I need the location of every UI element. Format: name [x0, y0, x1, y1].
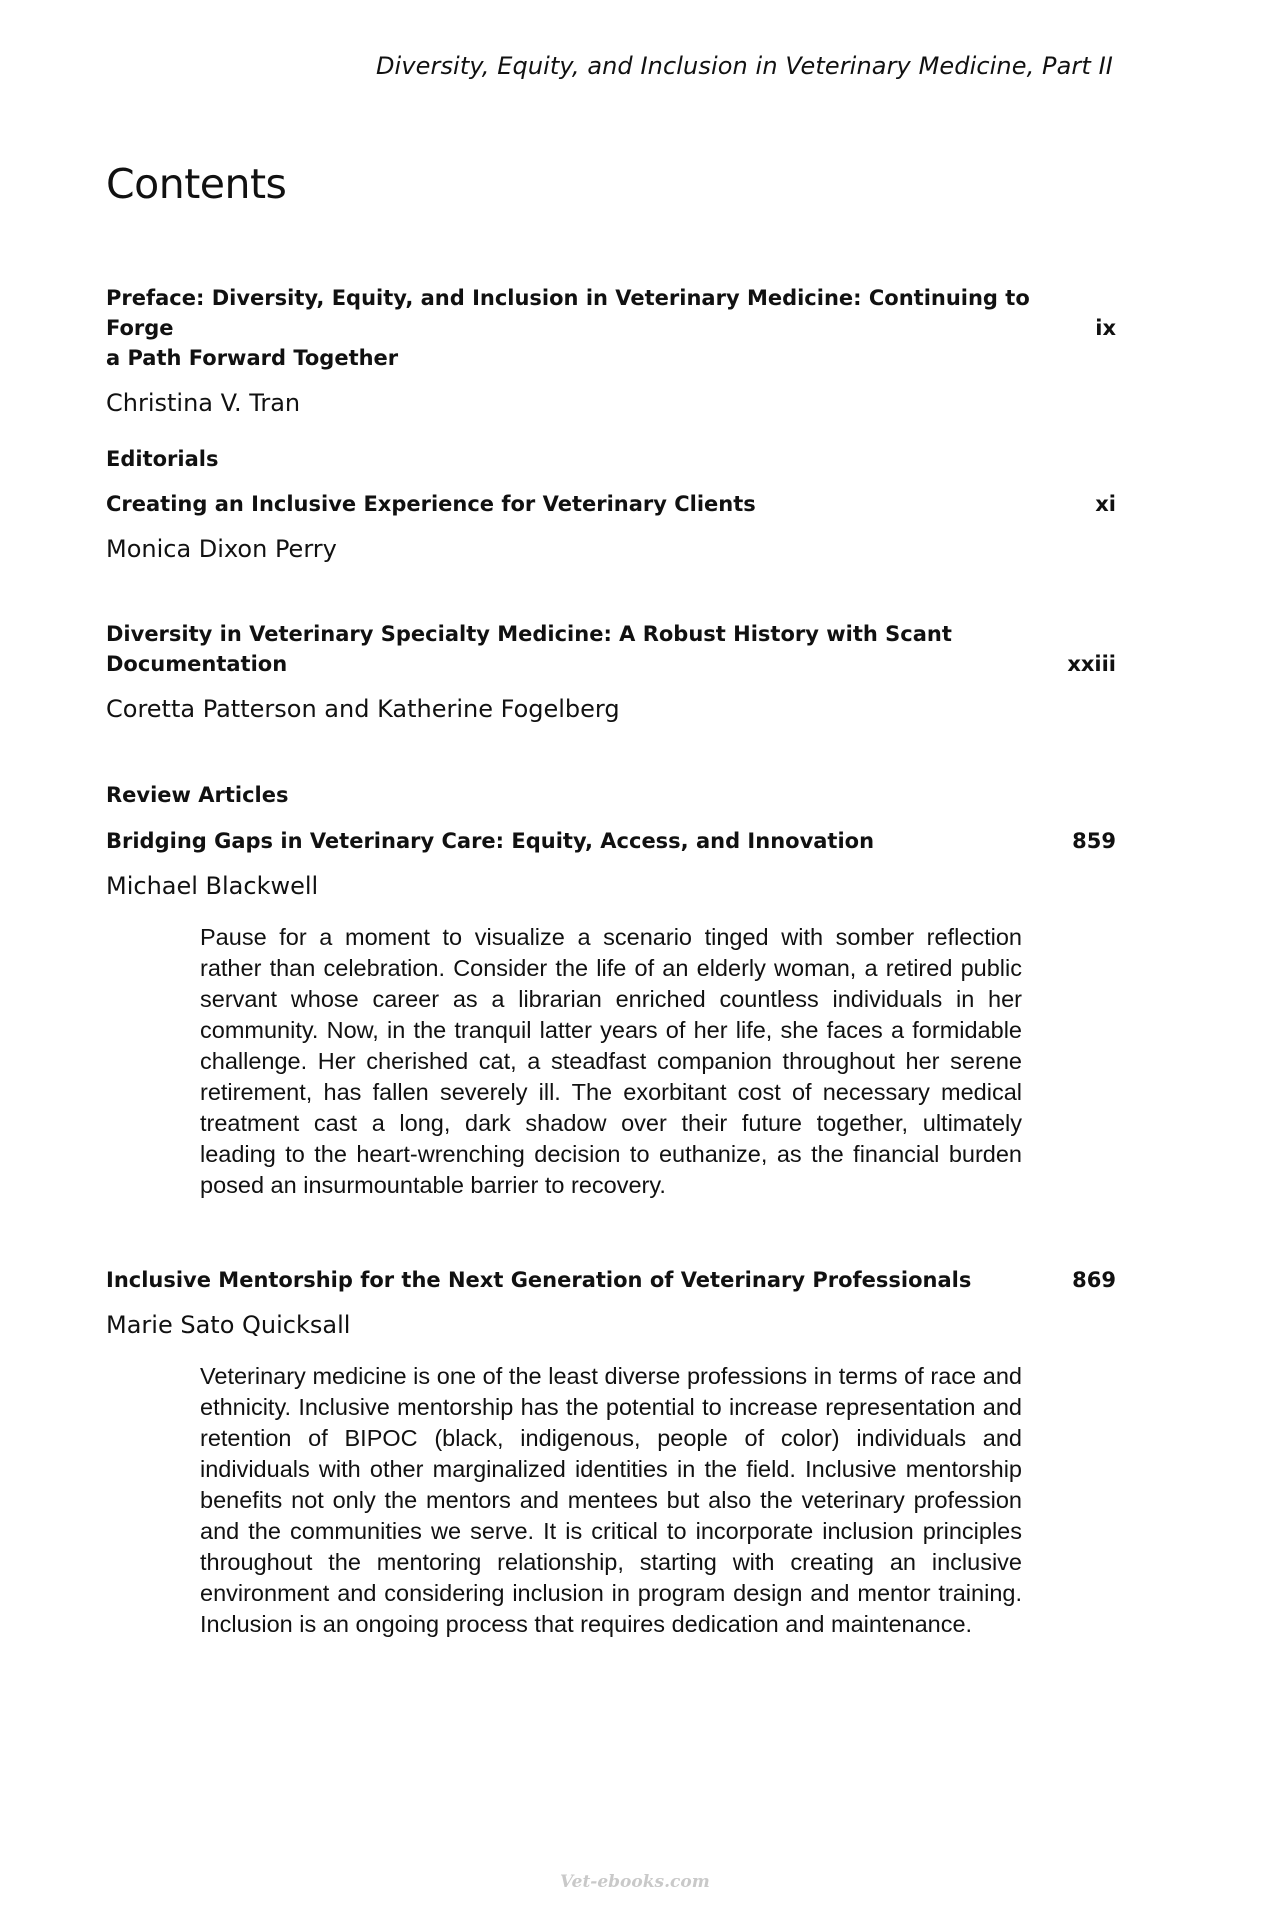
entry-page-number: xi [1095, 492, 1116, 516]
entry-title-line: Documentation [106, 652, 288, 676]
running-head: Diversity, Equity, and Inclusion in Veterinary Medicine, Part II [375, 52, 1113, 80]
entry-author: Monica Dixon Perry [106, 535, 337, 563]
watermark-logo: Vet-ebooks.com [560, 1872, 710, 1892]
section-label-editorials: Editorials [106, 447, 219, 471]
toc-entry-review-article[interactable] [106, 826, 1116, 901]
entry-title-line: Diversity in Veterinary Specialty Medicine: A Robust History with Scant [106, 622, 952, 646]
entry-author: Christina V. Tran [106, 389, 301, 417]
entry-title [106, 619, 1056, 679]
page-title: Contents [106, 160, 287, 208]
entry-page-number: 869 [1072, 1268, 1116, 1292]
entry-page-number: 859 [1072, 829, 1116, 853]
entry-author: Marie Sato Quicksall [106, 1311, 351, 1339]
entry-title [106, 283, 1056, 373]
toc-entry-preface[interactable] [106, 283, 1116, 418]
entry-abstract: Pause for a moment to visualize a scenario tinged with somber reflection rather than celebration. Consider the life of an elderly woman, a retired public servant whose career as a librarian enriched countless individuals in her community. Now, in the tranquil latter years of her life, she faces a formidable challenge. Her cherished cat, a steadfast companion throughout her serene retirement, has fallen severely ill. The exorbitant cost of necessary medical treatment cast a long, dark shadow over their future together, ultimately leading to the heart-wrenching decision to euthanize, as the financial burden posed an insurmountable barrier to recovery. [200, 924, 1022, 1198]
section-label-review-articles: Review Articles [106, 783, 289, 807]
entry-page-number: xxiii [1067, 652, 1116, 676]
toc-entry-review-article[interactable] [106, 1265, 1116, 1340]
toc-entry-editorial[interactable] [106, 619, 1116, 724]
entry-title: Creating an Inclusive Experience for Veterinary Clients [106, 492, 756, 516]
entry-title: Bridging Gaps in Veterinary Care: Equity, Access, and Innovation [106, 829, 875, 853]
entry-title: Inclusive Mentorship for the Next Generation of Veterinary Professionals [106, 1268, 972, 1292]
entry-author: Michael Blackwell [106, 872, 319, 900]
entry-title-line: a Path Forward Together [106, 346, 399, 370]
toc-entry-editorial[interactable] [106, 489, 1116, 564]
entry-author: Coretta Patterson and Katherine Fogelberg [106, 695, 620, 723]
entry-page-number: ix [1095, 316, 1116, 340]
entry-abstract: Veterinary medicine is one of the least diverse professions in terms of race and ethnicity. Inclusive mentorship has the potential to increase representation and retention of BIPOC (black, indigenous, people of color) individuals and individuals with other marginalized identities in the field. Inclusive mentorship benefits not only the mentors and mentees but also the veterinary profession and the communities we serve. It is critical to incorporate inclusion principles throughout the mentoring relationship, starting with creating an inclusive environment and considering inclusion in program design and mentor training. Inclusion is an ongoing process that requires dedication and maintenance. [200, 1363, 1022, 1637]
entry-title-line: Preface: Diversity, Equity, and Inclusion in Veterinary Medicine: Continuing to Forge [106, 286, 1030, 340]
